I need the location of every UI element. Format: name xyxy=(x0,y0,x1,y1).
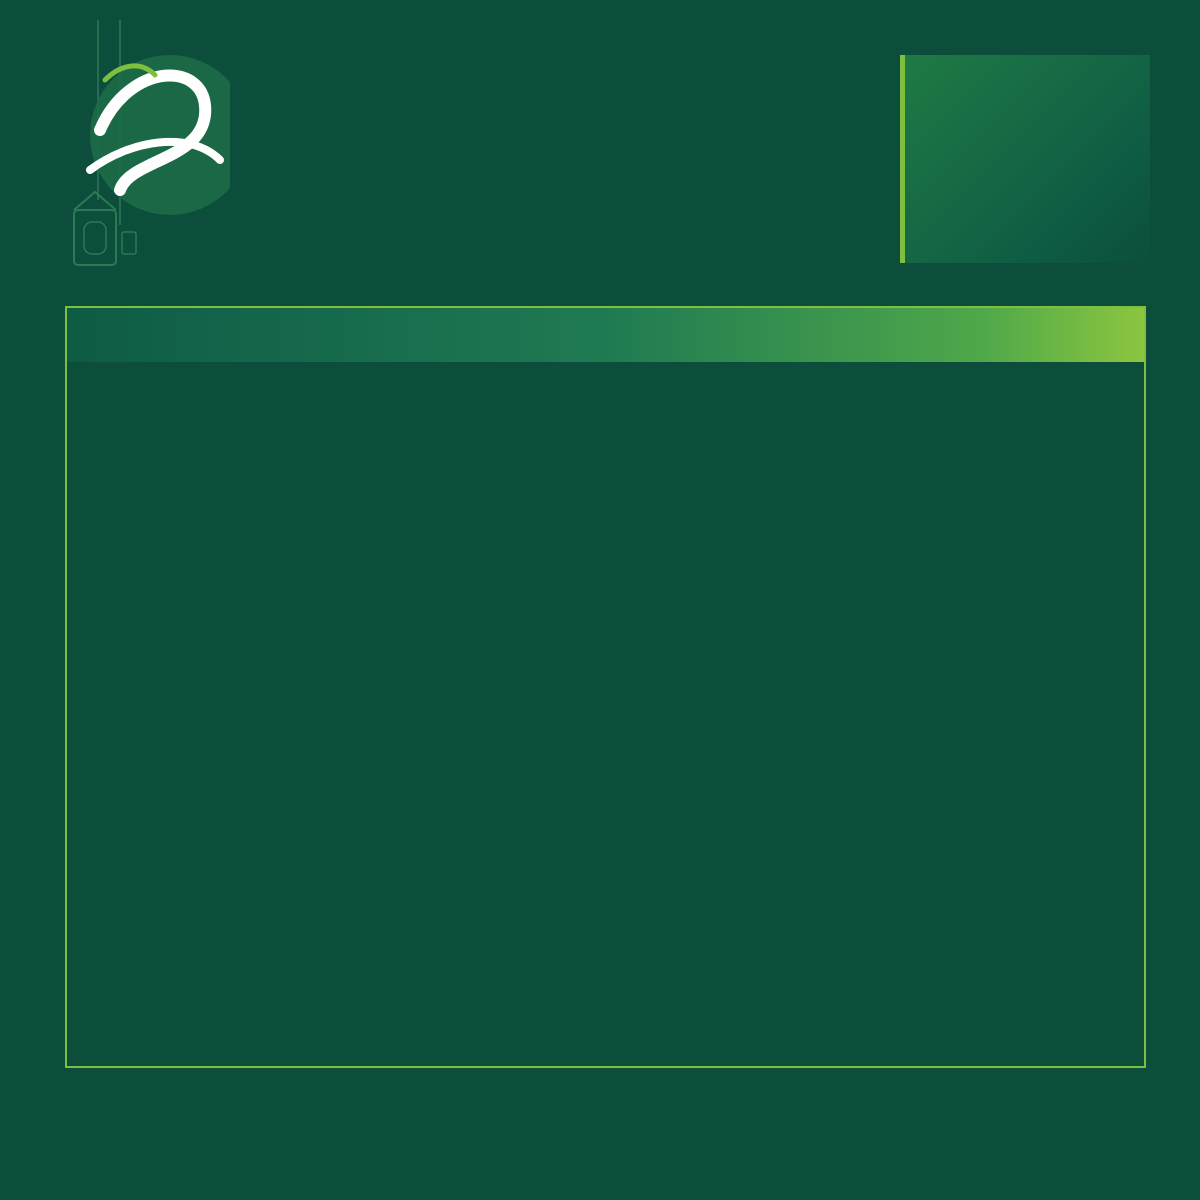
column-header-fajr xyxy=(742,308,875,362)
ramadan-calligraphy-art xyxy=(60,20,230,270)
column-header-isha xyxy=(67,308,202,362)
column-header-branch xyxy=(875,308,1146,362)
table-header xyxy=(67,308,1144,362)
date-panel xyxy=(900,55,1150,263)
column-header-maghrib xyxy=(202,308,338,362)
column-header-sunrise xyxy=(608,308,742,362)
column-header-dhuhr xyxy=(472,308,608,362)
hijri-date xyxy=(1030,159,1140,162)
decorative-dots xyxy=(200,1125,1180,1187)
prayer-times-table xyxy=(65,306,1146,1068)
gregorian-date xyxy=(920,159,1030,162)
sabil-logo-mark xyxy=(22,1090,192,1175)
column-header-asr xyxy=(338,308,472,362)
